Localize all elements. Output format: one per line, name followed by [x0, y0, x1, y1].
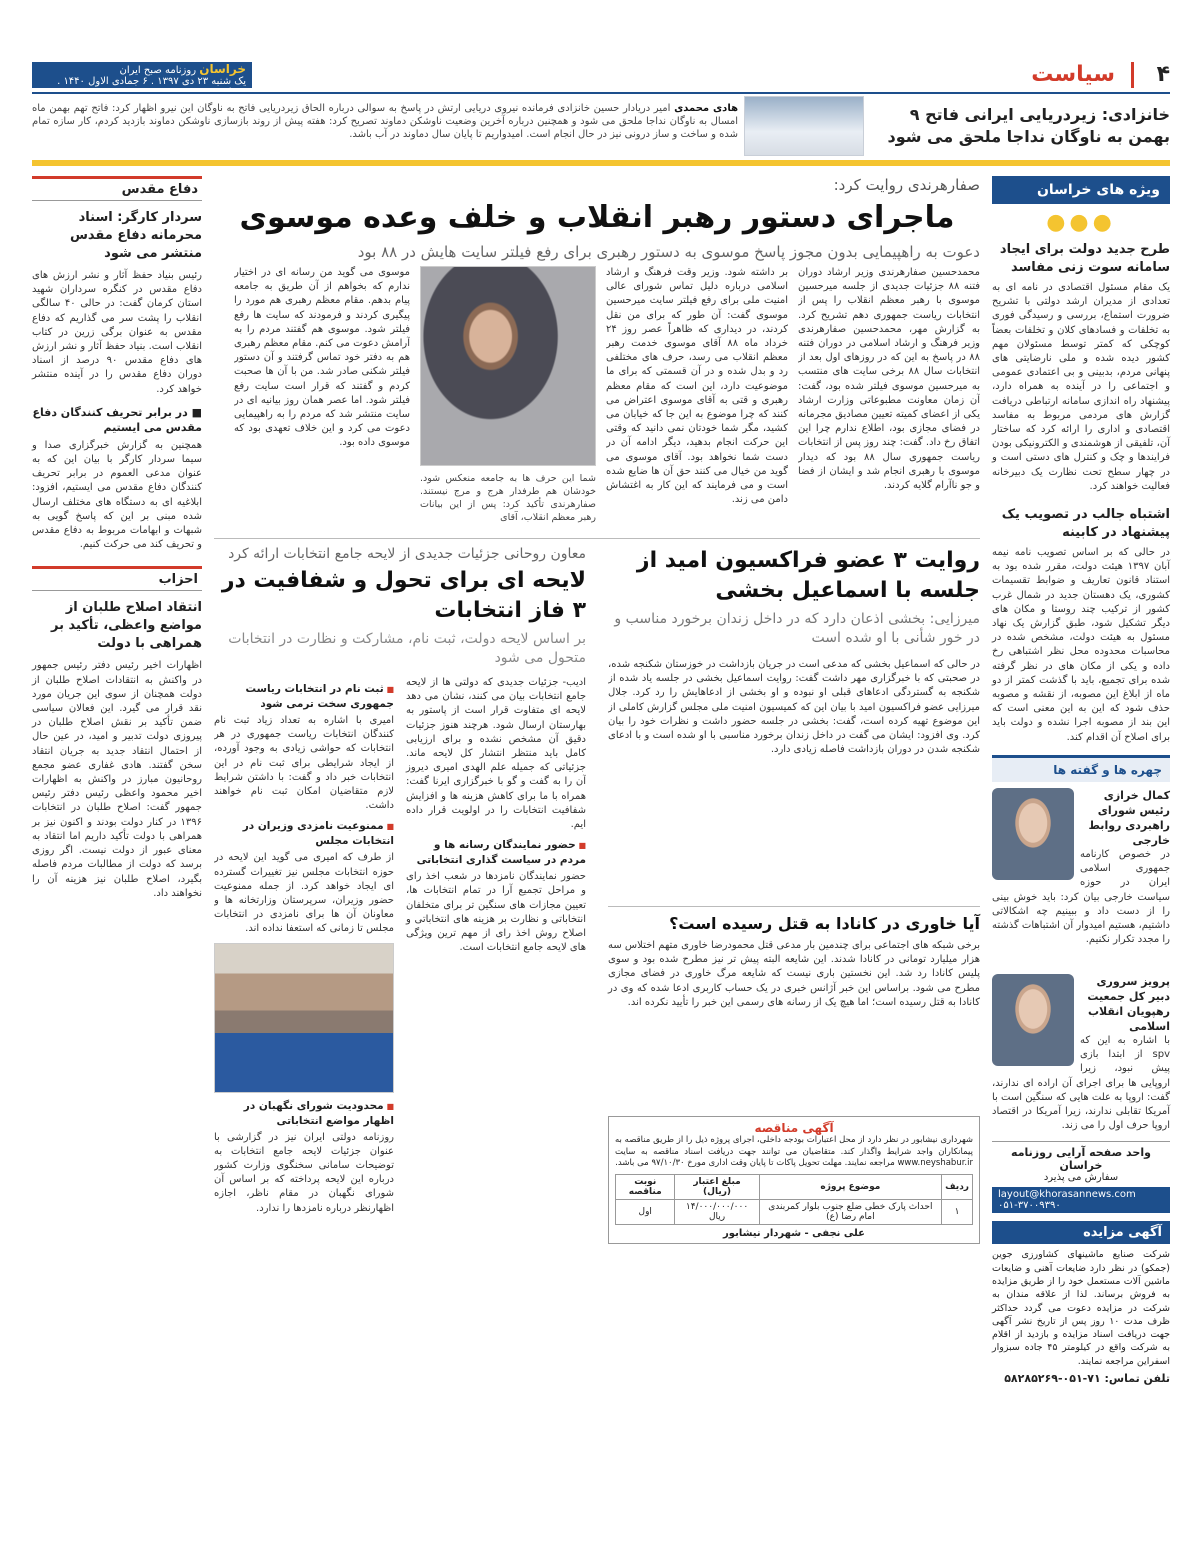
story3-text: ادیب- جزئیات جدیدی که دولتی ها از لایحه جامع انتخابات بیان می کنند، نشان می دهد لایحه ای متفاوت قرار است از پاستور به بهارستان ارسال شود. هرچند هنوز جزئیات دقیق آن مشخص نشده و برای ارزیابی کامل باید منتظر انتشار کل لایحه ماند. جزئیاتی که جمیله علم الهدی امیری دیروز آن را به گفت و گو با خبرگزاری ایرنا گفت: همراه با ما برای کاهش هزینه ها و افزایش شفافیت انتخابات را در اولویت قرار داده ایم.	[406, 677, 586, 831]
face2-text: با اشاره به این که spv از ابتدا بازی پیش نبود، زیرا اروپایی ها برای اجرای آن اراده ای ندارند، گفت: اروپا به علت هایی که سنگین است با آمریکا تقابلی ندارند، زیرا آمریکا در اقتصاد اروپا حرف اول را می زند.	[992, 1034, 1170, 1132]
auction-heading: آگهی مزایده	[992, 1221, 1170, 1244]
admiral-photo	[744, 96, 864, 156]
teaser-title: خانزادی: زیردریایی ایرانی فاتح ۹ بهمن به ناوگان نداجا ملحق می شود	[887, 105, 1170, 146]
table-header-row	[616, 1174, 973, 1199]
left-column	[32, 176, 202, 1548]
table-header: مبلغ اعتبار (ریال)	[675, 1174, 759, 1199]
table-cell: ۱۴/۰۰۰/۰۰۰/۰۰۰ ریال	[675, 1199, 759, 1224]
section-title: سیاست	[1031, 62, 1134, 88]
tender-signature: علی نجفی - شهردار نیشابور	[723, 1227, 865, 1239]
main-col-2: بر داشته شود. وزیر وقت فرهنگ و ارشاد اسلامی درباره دلیل تماس شورای عالی امنیت ملی برای رفع فیلتر سایت میرحسین موسوی گفت: آن طور که برای من نقل کردند، در دیداری که ظاهراً عصر روز ۲۴ خرداد ماه ۸۸ آقای موسوی خدمت رهبر معظم انقلاب می رسد، حرف های مختلفی رد و بدل شده و در آن قسمتی که برای ما موضوعیت دارد، این است که مقام معظم رهبری و قتی به آقای موسوی اعتراض می کنند که چرا موضوع به این جا که خیابان می کشید، مگر شما خودتان نمی دانید که وقتی این حرکت انجام بدهید، دیگر ادامه آن در دست شما نخواهد بود. آقای موسوی می گوید من خیال می کنند حق آن ها ضایع شده است و می فرمایند که این کار به اغتشاش دامن می زند.	[606, 267, 788, 506]
section-label-parties: احزاب	[32, 566, 202, 591]
sidebar-story1-text: یک مقام مسئول اقتصادی در نامه ای به تعدادی از مدیران ارشد دولتی با تشریح ضرورت استماع، بررسی و رسیدگی فوری به تخلفات و فسادهای کلان و تخلفات بعضاً کوچکی که کمتر توسط مسئولان مهم کشور دیده شده و ملی نارضایتی های پنهانی مردم، بدبینی و بی اعتمادی عمومی و اجتماعی را در آینده به همراه دارد، پیشنهاد راه اندازی سامانه ارتباطی دریافت گزارش های مردمی مربوط به مفاسد اقتصادی و اداری را ارائه کرد که ساختار آن، تلفیقی از هوشمندی و الکترونیکی بودن فرایندها و چک و کنترل های دستی است و در چهار سطح تحت نظارت یک دبیرخانه فعالیت خواهند کرد.	[992, 282, 1170, 492]
story4-title: آیا خاوری در کانادا به قتل رسیده است؟	[669, 914, 980, 933]
table-cell: اول	[616, 1199, 675, 1224]
story2-title: روایت ۳ عضو فراکسیون امید از جلسه با اسماعیل بخشی	[636, 548, 980, 603]
kharazi-photo	[992, 788, 1074, 880]
tender-text: شهرداری نیشابور در نظر دارد از محل اعتبارات بودجه داخلی، اجرای پروژه ذیل را از طریق مناقصه به پیمانکاران واجد شرایط واگذار کند. متقاضیان می توانند جهت دریافت اسناد مناقصه به سایت www.neyshabur.ir مراجعه نمایند. مهلت تحویل پاکات تا پایان وقت اداری مورخ ۹۷/۱۰/۳۰ می باشد.	[615, 1135, 973, 1168]
box2-title: ■ ممنوعیت نامزدی وزیران در انتخابات مجلس	[214, 819, 394, 849]
table-header: نوبت مناقصه	[616, 1174, 675, 1199]
layout-ad	[992, 1141, 1170, 1213]
story2-text: در حالی که اسماعیل بخشی که مدعی است در جریان بازداشت در خوزستان شکنجه شده، در صحبتی که با خبرگزاری مهر داشت گفت: روایت اسماعیل بخشی در جلسه یاد شده از شکنجه به گستردگی ادعاهای قبلی او نبوده و او بخشی از ادعاهایش را رد کرد. جلال میرزایی عضو فراکسیون امید با بیان این که کمیسیون امنیت ملی مجلس گزارش کاملی از این موضوع تهیه کرده است، گفت: بخشی در جلسه حضور داشت و نظرات خود را بیان کرد. وی افزود: ایشان می گفت در داخل زندان برخورد مناسبی با او شده است و با ادعای شکنجه شدن در دوران بازداشت فاصله زیادی دارد.	[608, 659, 980, 756]
box1-text: امیری با اشاره به تعداد زیاد ثبت نام کنندگان انتخابات ریاست جمهوری در هر انتخابات که حواشی زیادی به وجود آورده، از ایجاد شرایطی برای ثبت نام در این انتخابات خبر داد و گفت: با داشتن شرایط لازم متقاضیان امکان ثبت نام خواهند داشت.	[214, 715, 394, 812]
story-khavari	[608, 914, 980, 1010]
story3-col-b	[214, 676, 394, 1216]
face1-name: کمال خرازی رئیس شورای راهبردی روابط خارجی	[1088, 788, 1170, 847]
layout-ad-sub: سفارش می پذیرد	[1043, 1172, 1119, 1184]
story4-text: برخی شبکه های اجتماعی برای چندمین بار مدعی قتل محمودرضا خاوری متهم اختلاس سه هزار میلیارد تومانی در کانادا شدند. این شایعه البته پیش تر نیز مطرح شده بود و سوی پلیس کانادا رد شد. این نخستین باری نیست که شایعه مرگ خاوری در فضای مجازی مطرح می شود. براساس این خبر آژانس خبری در یک حساب کاربری ادعا شده که وی در کانادا به قتل رسیده است؛ اما هیچ یک از رسانه های رسمی این خبر را تأیید نکرده اند.	[608, 940, 980, 1008]
sidebar-heading: ویژه های خراسان	[992, 176, 1170, 204]
tender-title: آگهی مناقصه	[754, 1121, 834, 1135]
main-content	[214, 176, 980, 1548]
story-election-bill	[214, 546, 586, 1556]
page-header	[32, 62, 1170, 92]
layout-ad-title: واحد صفحه آرایی روزنامه خراسان	[1011, 1146, 1151, 1173]
face-sarvari	[992, 974, 1170, 1133]
main-headline: ماجرای دستور رهبر انقلاب و خلف وعده موسوی	[239, 200, 955, 235]
box3-text: حضور نمایندگان نامزدها در شعب اخذ رای و مراحل تجمیع آرا در تمام انتخابات ها، تعیین مجازات های سنگین تر برای متخلفان انتخاباتی و نظارت بر هزینه های انتخاباتی و اصلاح روش اخذ رای از مهم ترین ویژگی های لایحه جامع انتخابات است.	[406, 871, 586, 954]
page-number: ۴	[1156, 62, 1170, 87]
sidebar-story1-title: طرح جدید دولت برای ایجاد سامانه سوت زنی مفاسد	[999, 242, 1170, 275]
yellow-divider	[32, 160, 1170, 166]
divider	[608, 906, 980, 907]
layout-ad-contact: layout@khorasannews.com ۰۵۱-۳۷۰۰۹۳۹۰	[992, 1187, 1170, 1213]
header-divider	[32, 92, 1170, 94]
left-story2-text: همچنین به گزارش خبرگزاری صدا و سیما سردار کارگر با بیان این که به عنوان مدعی العموم در برابر تحریف کنندگان دفاع مقدس می ایستیم، افزود: ابلاغیه ای به دستگاه های مختلف ارسال شده مبنی بر این که پاسخ گویی به شبهات و ابهامات مربوط به دفاع مقدس و تحریف کند می حرکت کنیم.	[32, 439, 202, 551]
left-story3-title: انتقاد اصلاح طلبان از مواضع واعظی، تأکید بر همراهی با دولت	[51, 600, 202, 652]
box4-title: ■ محدودیت شورای نگهبان در اظهار مواضع انتخاباتی	[214, 1099, 394, 1129]
box2-text: از طرف که امیری می گوید این لایحه در حوزه انتخابات مجلس نیز تغییرات گسترده ای ایجاد خواهد کرد. از جمله ممنوعیت حضور وزیران، سرپرستان وزارتخانه ها و معاونان آن ها برای نامزدی در انتخابات مجلس تا زمانی که استعفا نداده اند.	[214, 852, 394, 935]
table-cell: ۱	[942, 1199, 973, 1224]
safar-harandi-photo	[420, 266, 596, 466]
sarvari-photo	[992, 974, 1074, 1066]
tender-ad	[608, 1116, 980, 1244]
left-story2-title: ■ در برابر تحریف کنندگان دفاع مقدس می ایستیم	[32, 405, 202, 434]
auction-text: شرکت صنایع ماشینهای کشاورزی جوین (جمکو) در نظر دارد ضایعات آهنی و ضایعات ماشین آلات مستعمل خود را از طریق مزایده به فروش برساند. لذا از علاقه مندان به شرکت در مزایده دعوت می گردد حداکثر ظرف مدت ۱۰ روز پس از تاریخ نشر آگهی جهت دریافت اسناد مزایده و بازدید از اقلام به شرکت واقع در کیلومتر ۴۵ جاده سبزوار اسفراین مراجعه نمایند.	[992, 1249, 1170, 1367]
ballot-photo	[214, 943, 394, 1093]
teaser-text	[32, 102, 738, 141]
tender-table	[615, 1174, 973, 1225]
sidebar-story2-title: اشتباه جالب در تصویب یک پیشنهاد در کابینه	[1001, 507, 1170, 541]
brand-logo-text: خراسان	[199, 62, 246, 76]
photo-column	[420, 266, 596, 532]
left-story1-text: رئیس بنیاد حفظ آثار و نشر ارزش های دفاع مقدس در کنگره سرداران شهید استان کرمان گفت: در حالی ۴۰ سالگی انقلاب را پشت سر می گذاریم که دفاع مقدس به عنوان برگی زرین در کتاب انقلاب است. بنیاد حفظ آثار و نشر ارزش های دفاع مقدس ۹۰ درصد از اسناد دوران دفاع مقدس را در آینده منتشر خواهد کرد.	[32, 270, 202, 395]
story2-sub: میرزایی: بخشی اذعان دارد که در داخل زندان برخورد مناسب و در خور شأنی با او شده است	[614, 611, 980, 646]
table-header: موضوع پروژه	[759, 1174, 942, 1199]
top-teaser	[32, 96, 1170, 158]
divider	[214, 538, 980, 539]
sidebar-story2-text: در حالی که بر اساس تصویب نامه نیمه آبان ۱۳۹۷ هیئت دولت، مقرر شده بود به استناد قانون تعاریف و ضوابط تقسیمات کشوری، یک دهستان جدید در شمال غرب کشور از ترکیب چند روستا و مکان های دیگر تشکیل شود، طبق گزارش یک نهاد مسئول به هیئت دولت، مشخص شده در محاسبات محدوده محل نظر اشتباهی رخ داده و یکی از مکان های در نظر گرفته شده برای تجمیع، باید با گذشت کمتر از دو ماه از ابلاغ این مصوبه، از نقشه و مصوبه حذف شود که این به این معنی است که این بند از مصوبه اجرا نشده و دولت باید برای اصلاح آن اقدام کند.	[992, 547, 1170, 743]
table-row	[616, 1199, 973, 1224]
teaser-body: امیر دریادار حسین خانزادی فرمانده نیروی دریایی ارتش در پاسخ به سوالی درباره الحاق زیردریایی فاتح به ناوگان این نیرو اظهار کرد: فاتح تهم بهمن ماه امسال به ناوگان نداجا ملحق می شود و همچنین درباره آخرین وضعیت ناوشکن دماوند تصریح کرد: هفته پیش از روند بازسازی ناوشکن دماوند بازدید کردم، کار سازه تمام شده و ساخت و ساز درونی نیز در حال انجام است. امیدواریم تا پایان سال دماوند در آب باشد.	[32, 103, 738, 140]
main-story-columns	[214, 266, 980, 532]
right-sidebar	[992, 176, 1170, 1548]
left-story1-title: سردار کارگر: اسناد محرمانه دفاع مقدس منتشر می شود	[69, 210, 202, 261]
story3-title: لایحه ای برای تحول و شفافیت در ۳ فاز انتخابات	[221, 568, 586, 623]
story3-sub: بر اساس لایحه دولت، ثبت نام، مشارکت و نظارت در انتخابات متحول می شود	[228, 631, 586, 666]
dots-ornament: ●●●	[1046, 210, 1116, 235]
box1-title: ■ ثبت نام در انتخابات ریاست جمهوری سخت ترمی شود	[214, 682, 394, 712]
photo-caption: شما این حرف ها به جامعه منعکس شود. خودشان هم طرفدار هرج و مرج نیستند. صفارهرندی تأکید کرد: پس از این بیانات رهبر معظم انقلاب، آقای	[420, 473, 596, 523]
faces-heading: چهره ها و گفته ها	[992, 755, 1170, 782]
story3-kicker: معاون روحانی جزئیات جدیدی از لایحه جامع انتخابات ارائه کرد	[228, 546, 586, 562]
issue-date: یک شنبه ۲۳ دی ۱۳۹۷ . ۶ جمادی الاول ۱۴۴۰ .	[57, 76, 246, 87]
face1-text: در خصوص کارنامه جمهوری اسلامی ایران در حوزه سیاست خارجی بیان کرد: باید خوش بینی را از دست داد و ببینیم چه اشکالاتی داشتیم، هستیم امیدوار آن اشتباهات گذشته را مجدد تکرار نکنیم.	[991, 848, 1170, 946]
main-subhead: دعوت به راهپیمایی بدون مجوز پاسخ موسوی به دستور رهبری برای رفع فیلتر سایت هایش در ۸۸ بود	[357, 243, 980, 261]
masthead-ribbon	[32, 62, 252, 88]
teaser-author: هادی محمدی	[674, 103, 739, 114]
box3-title: ■ حضور نمایندگان رسانه ها و مردم در سیاست گذاری انتخاباتی	[406, 838, 586, 868]
main-col-1: محمدحسین صفارهرندی وزیر ارشاد دوران فتنه ۸۸ جزئیات جدیدی از جلسه میرحسین موسوی با رهبر معظم انقلاب را پس از انتخابات ریاست جمهوری دهم تشریح کرد. به گزارش مهر، محمدحسین صفارهرندی وزیر فرهنگ و ارشاد اسلامی در دوران فتنه ۸۸ در پاسخ به این که در روزهای اول بعد از انتخابات سال ۸۸ برخی سایت های منتسب به میرحسین موسوی فیلتر شده بود، گفت: آن زمان معاونت مطبوعاتی وزارت ارشاد یکی از اعضای کمیته تعیین مصادیق مجرمانه در فضای مجازی بود، اطلاع ندارم چرا این اتفاق رخ داد. گفت: چند روز پس از انتخابات ریاست جمهوری سال ۸۸ بود که دیدار موسوی با رهبری انجام شد و ایشان از فضا و جو ناآرام گلایه کردند.	[798, 267, 980, 492]
table-cell: احداث پارک خطی ضلع جنوب بلوار کمربندی امام رضا (ع)	[759, 1199, 942, 1224]
main-col-3: موسوی می گوید من رسانه ای در اختیار ندارم که بخواهم از آن طریق به جامعه پیام بدهم. مقام معظم رهبری هم مورد را پیگیری کردند و فرمودند که سایت ها رفع فیلتر شود. موسوی هم گفتند مردم را به آرامش دعوت می کنم. مقام معظم رهبری هم به دفتر خود تماس گرفتند و آن دستور فیلتر شکنی صادر شد. من با آن ها صحبت کردم و گفتند که قرار است سایت رفع فیلتر شود. اما عصر همان روز بیانیه ای در سایت منتشر شد که مردم را به راهپیمایی دعوت می کرد و این خلاف تعهدی بود که موسوی داده بود.	[234, 267, 410, 449]
story3-col-a	[406, 676, 586, 955]
section-label-defense: دفاع مقدس	[32, 176, 202, 201]
box4-text: روزنامه دولتی ایران نیز در گزارشی با عنوان جزئیات لایحه جامع انتخابات به توضیحات سامانی سخنگوی وزارت کشور درباره این لایحه پرداخته که بر اساس آن شورای نگهبان در مقام ناظر، اجازه اظهارنظر درباره نامزدها را ندارد.	[214, 1131, 394, 1214]
face2-name: پرویز سروری دبیر کل جمعیت رهپویان انقلاب اسلامی	[1087, 974, 1170, 1033]
brand-subtitle: روزنامه صبح ایران	[119, 65, 197, 76]
left-story3-text: اظهارات اخیر رئیس دفتر رئیس جمهور در واکنش به انتقادات اصلاح طلبان از دولت همچنان از سوی این جریان مورد نقد قرار می گیرد. این فعالان سیاسی ضمن تأکید بر نقش اصلاح طلبان در پیروزی دولت تدبیر و امید، در عین حال از احتمال انتقاد جدید به جریان انتقاد سخن گفتند. هادی غفاری عضو مجمع روحانیون مبارز در واکنش به اظهارات اخیر محمود واعظی رئیس دفتر رئیس جمهور گفت: اصلاح طلبان در انتخابات ۱۳۹۶ در کنار دولت بودند و اکنون نیز بر همراهی با دولت تأکید داریم اما انتقاد به معنای عبور از دولت نیست. اگر روزی برسد که دولت از مطالبات مردم فاصله بگیرد، اصلاح طلبان نیز هزینه آن را نخواهند داد.	[32, 660, 202, 899]
face-kharazi	[992, 788, 1170, 968]
table-header: ردیف	[942, 1174, 973, 1199]
auction-phone: تلفن تماس: ۷۱-۰۵۱-۵۸۲۸۵۲۶۹	[1004, 1371, 1170, 1385]
main-kicker: صفارهرندی روایت کرد:	[833, 176, 980, 194]
